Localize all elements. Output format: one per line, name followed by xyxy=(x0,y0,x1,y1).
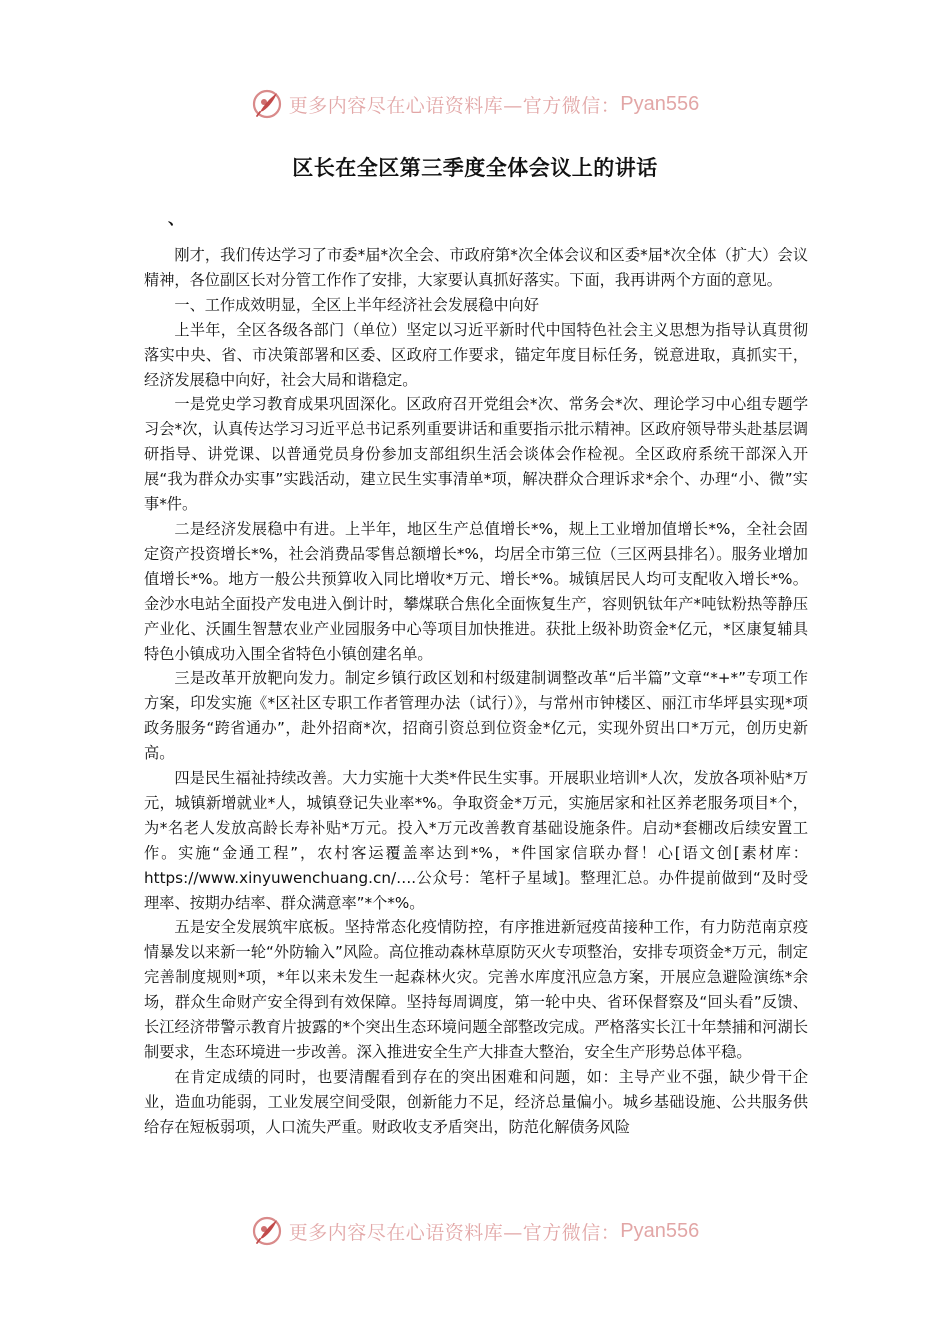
paragraph-party-education: 一是党史学习教育成果巩固深化。区政府召开党组会*次、常务会*次、理论学习中心组专题学习会*次，认真传达学习习近平总书记系列重要讲话和重要指示批示精神。区政府领导带头赴基层调研指导、讲党课、以普通党员身份参加支部组织生活会谈体会作检视。全区政府系统干部深入开展“我为群众办实事”实践活动，建立民生实事清单*项，解决群众合理诉求*余个、办理“小、微”实事*件。 xyxy=(144,395,808,514)
document-body xyxy=(144,243,808,1140)
paragraph-summary: 上半年，全区各级各部门（单位）坚定以习近平新时代中国特色社会主义思想为指导认真贯彻落实中央、省、市决策部署和区委、区政府工作要求，锚定年度目标任务，锐意进取，真抓实干，经济发展稳中向好，社会大局和谐稳定。 xyxy=(144,320,808,389)
watermark-wechat-id: Pyan556 xyxy=(620,1219,700,1242)
section-heading-1: 一、工作成效明显，全区上半年经济社会发展稳中向好 xyxy=(174,295,539,314)
header-watermark xyxy=(0,84,950,124)
paragraph-economy: 二是经济发展稳中有进。上半年，地区生产总值增长*%，规上工业增加值增长*%，全社会固定资产投资增长*%，社会消费品零售总额增长*%，均居全市第三位（三区两县排名）。服务业增加值增长*%。地方一般公共预算收入同比增收*万元、增长*%。城镇居民人均可支配收入增长*%。金沙水电站全面投产发电进入倒计时，攀煤联合焦化全面恢复生产，容则钒钛年产*吨钛粉热等静压产业化、沃圃生智慧农业产业园服务中心等项目加快推进。获批上级补助资金*亿元，*区康复辅具特色小镇成功入围全省特色小镇创建名单。 xyxy=(144,519,808,663)
paragraph-reform: 三是改革开放靶向发力。制定乡镇行政区划和村级建制调整改革“后半篇”文章“*+*”专项工作方案，印发实施《*区社区专职工作者管理办法（试行）》，与常州市钟楼区、丽江市华坪县实现*项政务服务“跨省通办”，赴外招商*次，招商引资总到位资金*亿元，实现外贸出口*万元，创历史新高。 xyxy=(144,669,808,763)
paragraph-safety: 五是安全发展筑牢底板。坚持常态化疫情防控，有序推进新冠疫苗接种工作，有力防范南京疫情暴发以来新一轮“外防输入”风险。高位推动森林草原防灭火专项整治，安排专项资金*万元，制定完善制度规则*项，*年以来未发生一起森林火灾。完善水库度汛应急方案，开展应急避险演练*余场，群众生命财产安全得到有效保障。坚持每周调度，第一轮中央、省环保督察及“回头看”反馈、长江经济带警示教育片披露的*个突出生态环境问题全部整改完成。严格落实长江十年禁捕和河湖长制要求，生态环境进一步改善。深入推进安全生产大排查大整治，安全生产形势总体平稳。 xyxy=(144,918,808,1061)
paragraph-problems: 在肯定成绩的同时，也要清醒看到存在的突出困难和问题，如：主导产业不强，缺少骨干企业，造血功能弱，工业发展空间受限，创新能力不足，经济总量偏小。城乡基础设施、公共服务供给存在短板弱项，人口流失严重。财政收支矛盾突出，防范化解债务风险 xyxy=(144,1067,808,1136)
watermark-text: 更多内容尽在心语资料库—官方微信： xyxy=(288,94,621,117)
quill-circle-logo-icon xyxy=(251,1215,283,1247)
paragraph-intro: 刚才，我们传达学习了市委*届*次全会、市政府第*次全体会议和区委*届*次全体（扩大）会议精神，各位副区长对分管工作作了安排，大家要认真抓好落实。下面，我再讲两个方面的意见。 xyxy=(144,246,808,289)
watermark-wechat-id: Pyan556 xyxy=(620,92,700,115)
paragraph-livelihood: 四是民生福祉持续改善。大力实施十大类*件民生实事。开展职业培训*人次，发放各项补贴*万元，城镇新增就业*人，城镇登记失业率*%。争取资金*万元，实施居家和社区养老服务项目*个，为*名老人发放高龄长寿补贴*万元。投入*万元改善教育基础设施条件。启动*套棚改后续安置工作。实施“金通工程”，农村客运覆盖率达到*%，*件国家信联办督！心[语文创[素材库：https://www.xinyuwenchuang.cn/….公众号：笔杆子星域]。整理汇总。办件提前做到“及时受理率、按期办结率、群众满意率”*个*%。 xyxy=(144,769,808,912)
document-title: 区长在全区第三季度全体会议上的讲话 xyxy=(292,156,658,180)
enumeration-mark: 、 xyxy=(168,209,185,228)
watermark-text: 更多内容尽在心语资料库—官方微信： xyxy=(288,1221,621,1244)
footer-watermark xyxy=(0,1211,950,1251)
quill-circle-logo-icon xyxy=(251,88,283,120)
